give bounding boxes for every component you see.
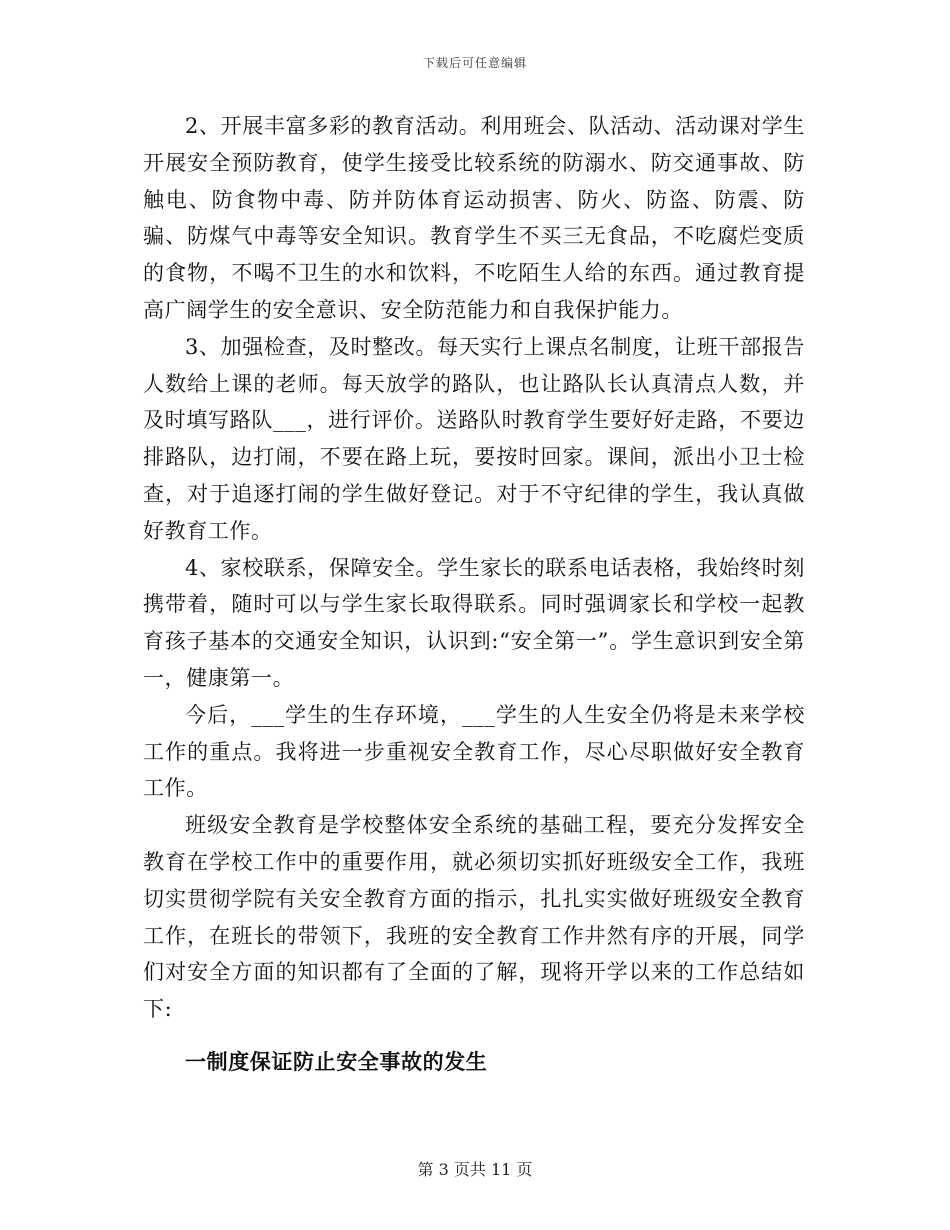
- paragraph-home-school-contact: 4、家校联系，保障安全。学生家长的联系电话表格，我始终时刻携带着，随时可以与学生家长取得联系。同时强调家长和学校一起教育孩子基本的交通安全知识，认识到:“安全第一”。学生意识到安全第一，健康第一。: [143, 555, 805, 690]
- document-body: [143, 108, 805, 1081]
- paragraph-inspection: 3、加强检查，及时整改。每天实行上课点名制度，让班干部报告人数给上课的老师。每天放学的路队，也让路队长认真清点人数，并及时填写路队___，进行评价。送路队时教育学生要好好走路，不要边排路队，边打闹，不要在路上玩，要按时回家。课间，派出小卫士检查，对于追逐打闹的学生做好登记。对于不守纪律的学生，我认真做好教育工作。: [143, 334, 805, 543]
- page-header-note: 下载后可任意编辑: [422, 56, 527, 70]
- page-number: 第 3 页共 11 页: [417, 1160, 533, 1179]
- section-heading: 一制度保证防止安全事故的发生: [185, 1049, 488, 1074]
- paragraph-future-plan: 今后，___学生的生存环境，___学生的人生安全仍将是未来学校工作的重点。我将进一步重视安全教育工作，尽心尽职做好安全教育工作。: [143, 702, 805, 801]
- paragraph-education-activities: 2、开展丰富多彩的教育活动。利用班会、队活动、活动课对学生开展安全预防教育，使学生接受比较系统的防溺水、防交通事故、防触电、防食物中毒、防并防体育运动损害、防火、防盗、防震、防骗、防煤气中毒等安全知识。教育学生不买三无食品，不吃腐烂变质的食物，不喝不卫生的水和饮料，不吃陌生人给的东西。通过教育提高广阔学生的安全意识、安全防范能力和自我保护能力。: [143, 114, 805, 322]
- paragraph-class-safety-intro: 班级安全教育是学校整体安全系统的基础工程，要充分发挥安全教育在学校工作中的重要作用，就必须切实抓好班级安全工作，我班切实贯彻学院有关安全教育方面的指示，扎扎实实做好班级安全教育工作，在班长的带领下，我班的安全教育工作井然有序的开展，同学们对安全方面的知识都有了全面的了解，现将开学以来的工作总结如下:: [143, 813, 805, 1022]
